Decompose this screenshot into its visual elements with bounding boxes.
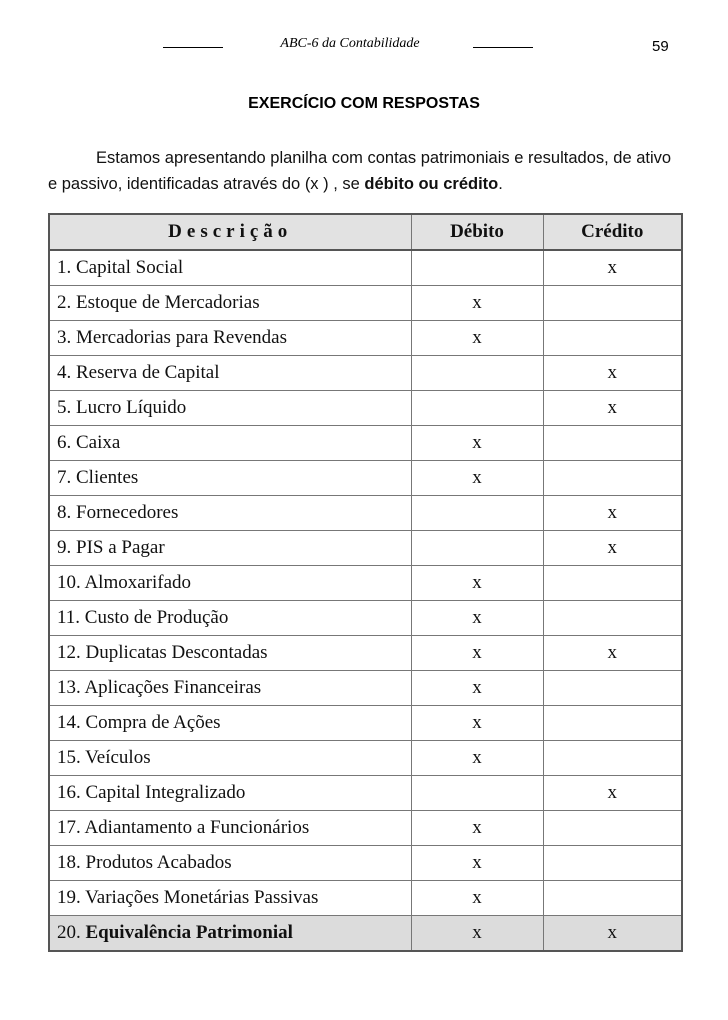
- credit-cell: x: [543, 916, 682, 952]
- intro-text: Estamos apresentando planilha com contas patrimoniais e resultados, de ativo e passivo, identificadas através do (x ) , se: [48, 149, 672, 193]
- account-number: 19.: [57, 887, 81, 908]
- credit-cell: x: [543, 391, 682, 426]
- debit-cell: x: [411, 601, 543, 636]
- credit-cell: [543, 811, 682, 846]
- account-description-cell: [49, 706, 411, 741]
- credit-cell: [543, 286, 682, 321]
- account-description-cell: [49, 496, 411, 531]
- account-description-cell: [49, 636, 411, 671]
- account-number: 20.: [57, 922, 81, 943]
- account-number: 15.: [57, 747, 81, 768]
- intro-paragraph: [48, 145, 684, 197]
- account-name: Fornecedores: [76, 502, 179, 523]
- debit-cell: x: [411, 916, 543, 952]
- credit-cell: x: [543, 531, 682, 566]
- header-rule-right: [473, 47, 533, 48]
- account-name: Variações Monetárias Passivas: [85, 887, 319, 908]
- page-number: 59: [652, 38, 669, 55]
- account-name: Compra de Ações: [85, 712, 221, 733]
- credit-cell: x: [543, 776, 682, 811]
- credit-cell: [543, 741, 682, 776]
- credit-cell: [543, 601, 682, 636]
- account-description-cell: [49, 741, 411, 776]
- credit-cell: [543, 426, 682, 461]
- table-row: [49, 706, 682, 741]
- debit-cell: [411, 776, 543, 811]
- account-number: 2.: [57, 292, 72, 313]
- account-number: 9.: [57, 537, 72, 558]
- column-header-debito: Débito: [411, 214, 543, 250]
- table-row: [49, 916, 682, 952]
- account-name: Estoque de Mercadorias: [76, 292, 260, 313]
- table-row: [49, 776, 682, 811]
- debit-cell: x: [411, 706, 543, 741]
- account-number: 7.: [57, 467, 72, 488]
- account-name: Clientes: [76, 467, 139, 488]
- account-number: 17.: [57, 817, 81, 838]
- debit-cell: x: [411, 671, 543, 706]
- column-header-credito: Crédito: [543, 214, 682, 250]
- credit-cell: [543, 461, 682, 496]
- account-number: 4.: [57, 362, 72, 383]
- table-row: [49, 811, 682, 846]
- table-row: [49, 671, 682, 706]
- account-description-cell: [49, 286, 411, 321]
- account-number: 11.: [57, 607, 81, 628]
- table-row: [49, 636, 682, 671]
- table-row: [49, 356, 682, 391]
- table-row: [49, 846, 682, 881]
- table-row: [49, 566, 682, 601]
- account-name: PIS a Pagar: [76, 537, 165, 558]
- debit-cell: x: [411, 461, 543, 496]
- account-description-cell: [49, 846, 411, 881]
- account-name: Almoxarifado: [84, 572, 192, 593]
- account-number: 10.: [57, 572, 81, 593]
- account-name: Custo de Produção: [84, 607, 229, 628]
- debit-cell: x: [411, 741, 543, 776]
- page-title: EXERCÍCIO COM RESPOSTAS: [248, 95, 480, 112]
- account-description-cell: [49, 426, 411, 461]
- table-row: [49, 461, 682, 496]
- account-description-cell: [49, 881, 411, 916]
- table-row: [49, 881, 682, 916]
- debit-cell: [411, 391, 543, 426]
- table-row: [49, 391, 682, 426]
- debit-cell: x: [411, 811, 543, 846]
- table-row: [49, 531, 682, 566]
- account-name: Caixa: [76, 432, 121, 453]
- account-name: Veículos: [85, 747, 151, 768]
- account-number: 14.: [57, 712, 81, 733]
- table-header-row: [49, 214, 682, 250]
- account-number: 12.: [57, 642, 81, 663]
- account-number: 16.: [57, 782, 81, 803]
- account-number: 18.: [57, 852, 81, 873]
- debit-cell: x: [411, 566, 543, 601]
- debit-cell: [411, 496, 543, 531]
- account-description-cell: [49, 391, 411, 426]
- account-name: Mercadorias para Revendas: [76, 327, 288, 348]
- intro-bold-text: débito ou crédito: [364, 175, 499, 193]
- account-number: 8.: [57, 502, 72, 523]
- table-row: [49, 250, 682, 286]
- account-name: Capital Social: [76, 257, 184, 278]
- table-row: [49, 426, 682, 461]
- credit-cell: x: [543, 356, 682, 391]
- column-header-descricao: Descrição: [49, 214, 411, 250]
- credit-cell: x: [543, 250, 682, 286]
- table-row: [49, 741, 682, 776]
- credit-cell: [543, 846, 682, 881]
- credit-cell: [543, 566, 682, 601]
- account-description-cell: [49, 811, 411, 846]
- debit-cell: x: [411, 636, 543, 671]
- account-number: 1.: [57, 257, 72, 278]
- account-name: Equivalência Patrimonial: [85, 922, 293, 943]
- account-description-cell: [49, 356, 411, 391]
- account-description-cell: [49, 321, 411, 356]
- book-title: ABC-6 da Contabilidade: [280, 36, 420, 51]
- header-rule-left: [163, 47, 223, 48]
- debit-cell: x: [411, 846, 543, 881]
- account-number: 6.: [57, 432, 72, 453]
- debit-cell: x: [411, 426, 543, 461]
- account-description-cell: [49, 461, 411, 496]
- account-name: Lucro Líquido: [76, 397, 187, 418]
- table-row: [49, 286, 682, 321]
- page-header: [0, 36, 728, 60]
- account-name: Aplicações Financeiras: [84, 677, 262, 698]
- account-name: Produtos Acabados: [85, 852, 232, 873]
- table-row: [49, 601, 682, 636]
- debit-cell: x: [411, 321, 543, 356]
- account-name: Reserva de Capital: [76, 362, 220, 383]
- account-description-cell: [49, 601, 411, 636]
- account-description-cell: [49, 776, 411, 811]
- debit-cell: [411, 531, 543, 566]
- account-name: Adiantamento a Funcionários: [84, 817, 310, 838]
- accounts-table: [48, 213, 683, 952]
- account-number: 13.: [57, 677, 81, 698]
- credit-cell: [543, 671, 682, 706]
- account-number: 5.: [57, 397, 72, 418]
- account-description-cell: [49, 916, 411, 952]
- intro-text-end: .: [498, 175, 503, 193]
- debit-cell: [411, 250, 543, 286]
- credit-cell: [543, 321, 682, 356]
- credit-cell: [543, 706, 682, 741]
- debit-cell: [411, 356, 543, 391]
- account-name: Duplicatas Descontadas: [85, 642, 268, 663]
- account-name: Capital Integralizado: [85, 782, 246, 803]
- table-row: [49, 496, 682, 531]
- debit-cell: x: [411, 881, 543, 916]
- account-description-cell: [49, 531, 411, 566]
- table-row: [49, 321, 682, 356]
- account-description-cell: [49, 250, 411, 286]
- credit-cell: x: [543, 636, 682, 671]
- debit-cell: x: [411, 286, 543, 321]
- account-description-cell: [49, 566, 411, 601]
- credit-cell: [543, 881, 682, 916]
- credit-cell: x: [543, 496, 682, 531]
- account-description-cell: [49, 671, 411, 706]
- account-number: 3.: [57, 327, 72, 348]
